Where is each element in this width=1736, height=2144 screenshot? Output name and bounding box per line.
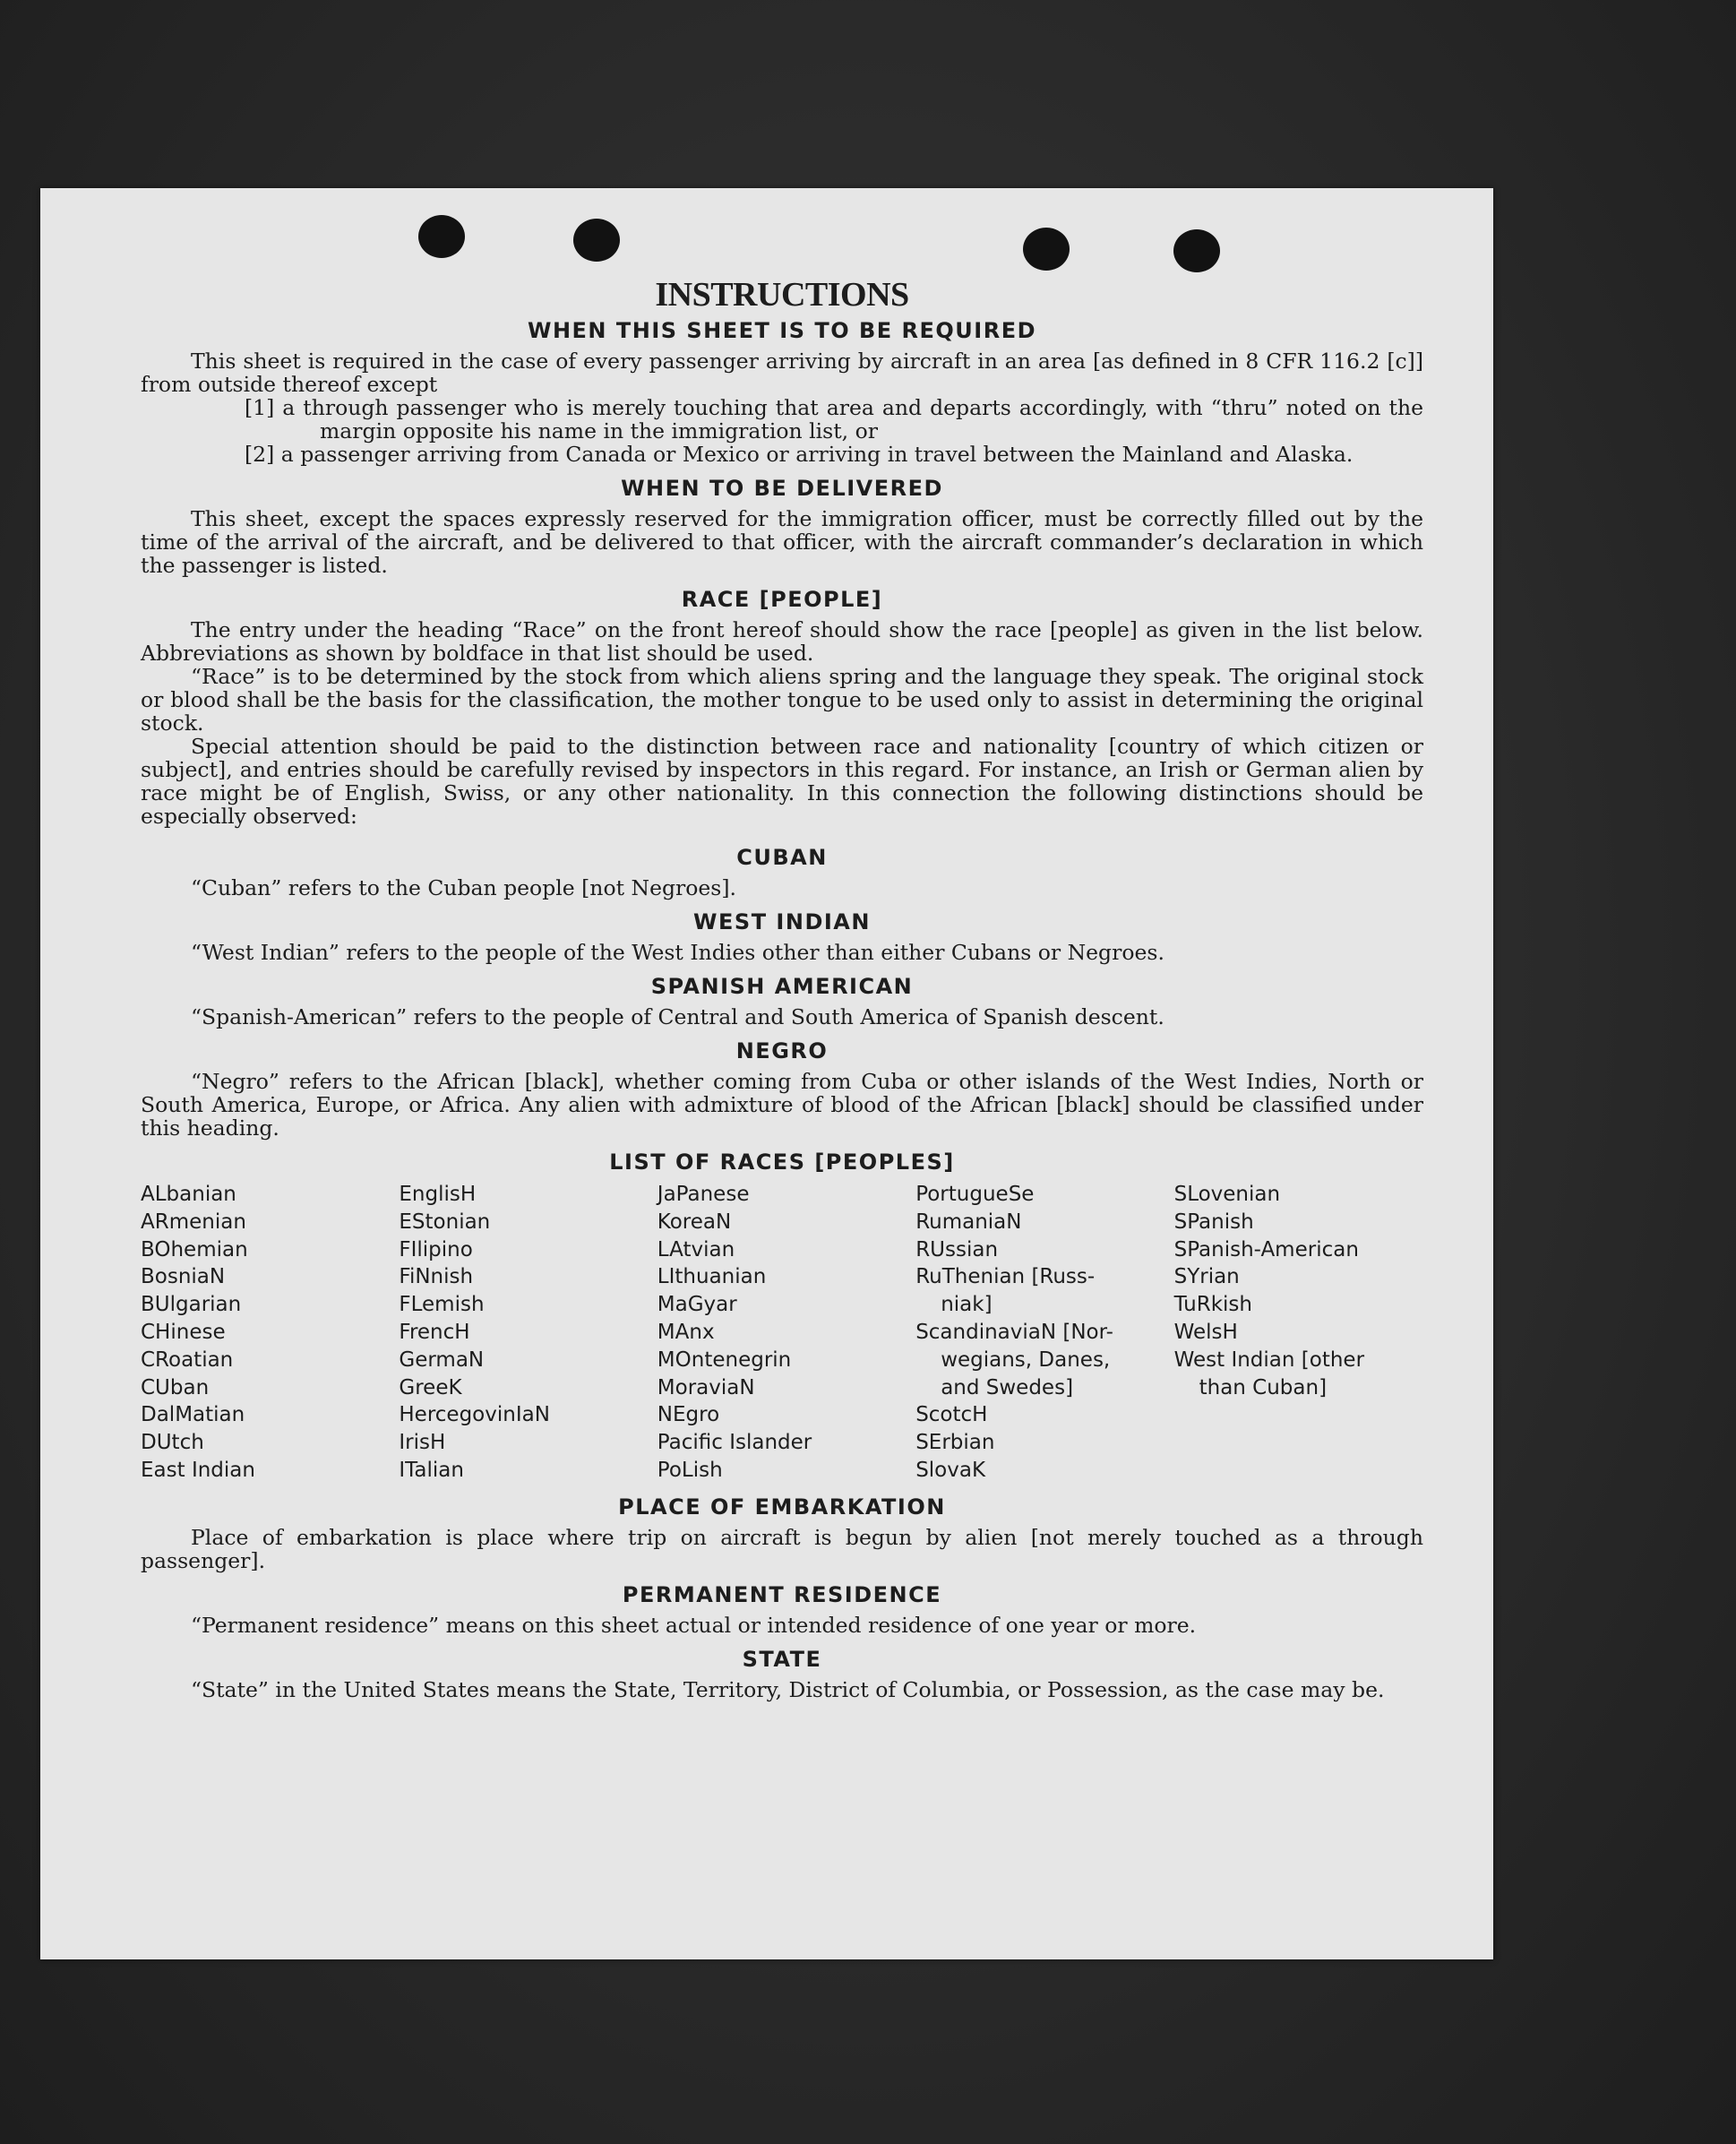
race-entry: SPanish — [1173, 1210, 1254, 1234]
races-column — [399, 1181, 648, 1485]
race-entry: ScandinaviaN [Nor- — [915, 1320, 1113, 1344]
race-entry: LAtvian — [657, 1237, 735, 1261]
race-entry: and Swedes] — [941, 1375, 1074, 1399]
race-entry: BUlgarian — [141, 1293, 242, 1317]
section-heading-spanish-american: SPANISH AMERICAN — [650, 974, 914, 999]
punch-hole — [418, 215, 465, 258]
punch-hole — [1023, 228, 1070, 271]
race-entry: HercegovinIaN — [399, 1403, 550, 1427]
race-entry: BOhemian — [141, 1237, 248, 1261]
sheet-content — [141, 274, 1423, 1701]
race-entry: FiNnish — [399, 1265, 474, 1289]
state-text: “State” in the United States means the State, Territory, District of Columbia, or Possession, as the case may be. — [191, 1676, 1385, 1702]
race-entry: EnglisH — [399, 1183, 477, 1206]
race-entry: EStonian — [399, 1210, 491, 1234]
race-entry: Pacific Islander — [657, 1431, 812, 1455]
section-heading-west-indian: WEST INDIAN — [693, 909, 871, 934]
section-heading-residence: PERMANENT RESIDENCE — [622, 1581, 942, 1607]
races-column — [1174, 1181, 1423, 1485]
punch-hole — [1173, 229, 1220, 272]
races-column — [141, 1181, 390, 1485]
race-entry: ARmenian — [141, 1210, 246, 1234]
race-entry: East Indian — [141, 1458, 255, 1482]
race-entry: LIthuanian — [657, 1265, 767, 1289]
race-entry: CHinese — [141, 1320, 226, 1344]
race-entry: RumaniaN — [915, 1210, 1022, 1234]
page-title: INSTRUCTIONS — [655, 276, 909, 314]
section-heading-delivered: WHEN TO BE DELIVERED — [621, 476, 943, 501]
race-entry: MAnx — [657, 1320, 715, 1344]
race-paragraph-2: “Race” is to be determined by the stock from which aliens spring and the language they speak. The original stock or blood shall be the basis for the classification, the mother tongue to be used only to assist in determining the original stock. — [141, 664, 1423, 736]
race-entry: CRoatian — [141, 1348, 234, 1372]
spanish-american-text: “Spanish-American” refers to the people of Central and South America of Spanish descent. — [191, 1004, 1164, 1029]
section-heading-state: STATE — [742, 1646, 822, 1672]
races-column — [915, 1181, 1164, 1485]
race-entry: SErbian — [915, 1431, 995, 1455]
race-entry: TuRkish — [1173, 1293, 1252, 1317]
race-entry: SLovenian — [1173, 1183, 1281, 1206]
race-entry: PortugueSe — [915, 1183, 1035, 1206]
races-column — [657, 1181, 907, 1485]
race-entry: FLemish — [399, 1293, 485, 1317]
race-entry: JaPanese — [657, 1183, 750, 1206]
race-entry: CUban — [141, 1375, 210, 1399]
race-entry: RUssian — [915, 1237, 999, 1261]
section-heading-cuban: CUBAN — [736, 845, 828, 870]
race-entry: NEgro — [657, 1403, 720, 1427]
race-entry: ALbanian — [141, 1183, 236, 1206]
race-entry: MaGyar — [657, 1293, 737, 1317]
race-entry: ScotcH — [915, 1403, 988, 1427]
race-entry: SYrian — [1173, 1265, 1240, 1289]
section-heading-list-of-races: LIST OF RACES [PEOPLES] — [609, 1149, 955, 1175]
residence-text: “Permanent residence” means on this sheet actual or intended residence of one year or more. — [191, 1612, 1197, 1638]
instruction-sheet — [40, 188, 1493, 1959]
race-entry: FrencH — [399, 1320, 470, 1344]
race-entry: BosniaN — [141, 1265, 226, 1289]
race-entry: KoreaN — [657, 1210, 732, 1234]
race-entry: wegians, Danes, — [941, 1348, 1111, 1372]
race-entry: SPanish-American — [1173, 1237, 1359, 1261]
race-entry: ITalian — [399, 1458, 464, 1482]
race-entry: GermaN — [399, 1348, 485, 1372]
race-entry: GreeK — [399, 1375, 462, 1399]
embarkation-text: Place of embarkation is place where trip on aircraft is begun by alien [not merely touched as a through passenger]. — [141, 1524, 1423, 1573]
race-entry: than Cuban] — [1199, 1375, 1328, 1399]
section-heading-race: RACE [PEOPLE] — [681, 587, 883, 612]
required-item-1: [1] a through passenger who is merely touching that area and departs accordingly, with “thru” noted on the margin opposite his name in the immigration list, or — [245, 395, 1423, 443]
race-entry: MoraviaN — [657, 1375, 755, 1399]
race-entry: MOntenegrin — [657, 1348, 792, 1372]
race-paragraph-1: The entry under the heading “Race” on the front hereof should show the race [people] as given in the list below. Abbreviations as shown by boldface in that list should be used. — [141, 617, 1423, 666]
required-intro: This sheet is required in the case of every passenger arriving by aircraft in an area [as defined in 8 CFR 116.2 [c]] from outside thereof except — [141, 349, 1423, 397]
section-heading-required: WHEN THIS SHEET IS TO BE REQUIRED — [527, 318, 1037, 343]
cuban-text: “Cuban” refers to the Cuban people [not Negroes]. — [191, 875, 737, 900]
delivered-text: This sheet, except the spaces expressly reserved for the immigration officer, must be correctly filled out by the time of the arrival of the aircraft, and be delivered to that officer, with the aircraft commander’s declaration in which the passenger is listed. — [141, 506, 1423, 578]
race-entry: WelsH — [1173, 1320, 1238, 1344]
race-entry: PoLish — [657, 1458, 723, 1482]
race-entry: West Indian [other — [1173, 1348, 1365, 1372]
races-list — [141, 1181, 1423, 1485]
race-entry: IrisH — [399, 1431, 446, 1455]
section-heading-negro: NEGRO — [735, 1038, 829, 1063]
punch-hole — [573, 219, 620, 262]
race-entry: FIlipino — [399, 1237, 473, 1261]
race-entry: DalMatian — [141, 1403, 245, 1427]
race-entry: DUtch — [141, 1431, 204, 1455]
race-entry: SlovaK — [915, 1458, 986, 1482]
section-heading-embarkation: PLACE OF EMBARKATION — [618, 1494, 946, 1520]
negro-text: “Negro” refers to the African [black], whether coming from Cuba or other islands of the West Indies, North or South America, Europe, or Africa. Any alien with admixture of blood of the African [black] should be classified under this heading. — [141, 1069, 1423, 1141]
race-entry: niak] — [941, 1293, 993, 1317]
race-entry: RuThenian [Russ- — [915, 1265, 1096, 1289]
west-indian-text: “West Indian” refers to the people of the West Indies other than either Cubans or Negroes. — [191, 940, 1164, 965]
required-item-2: [2] a passenger arriving from Canada or Mexico or arriving in travel between the Mainland and Alaska. — [245, 442, 1354, 467]
race-paragraph-3: Special attention should be paid to the distinction between race and nationality [country of which citizen or subject], and entries should be carefully revised by inspectors in this regard. For instance, an Irish or German alien by race might be of English, Swiss, or any other nationality. In this connection the following distinctions should be especially observed: — [141, 734, 1423, 829]
